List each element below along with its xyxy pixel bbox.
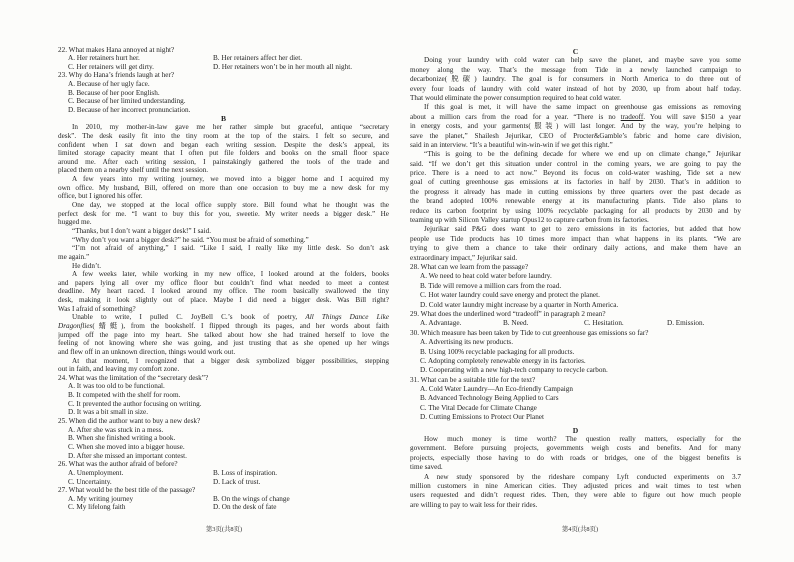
option-31-B: B. Advanced Technology Being Applied to Cars <box>420 394 559 403</box>
option-31-D: D. Cutting Emissions to Protect Our Planet <box>420 413 544 422</box>
question-text: What can be a suitable title for the text? <box>420 375 536 384</box>
option-row <box>58 400 389 409</box>
option-26-C: C. Uncertainty. <box>68 477 112 486</box>
left-column <box>58 46 389 513</box>
question-text: What would be the best title of the passage? <box>68 486 196 495</box>
paragraph <box>410 103 741 150</box>
text-line: A few weeks later, while working in my new office, I looked around at the folders, books <box>72 270 389 279</box>
option-row <box>410 338 741 347</box>
text-line: said. “If we don’t get this situation under control in the coming years, we are going to pay the <box>410 159 741 168</box>
option-row <box>410 291 741 300</box>
text-line: jumped off the page into my heart. She talked about how she had trained herself to love the <box>58 330 389 339</box>
option-28-D: D. Cold water laundry might increase by a quarter in North America. <box>420 300 619 309</box>
option-row <box>410 357 741 366</box>
option-row <box>58 495 389 504</box>
option-29-C: C. Hesitation. <box>584 319 624 328</box>
option-23-D: D. Because of her incorrect pronunciation. <box>68 105 191 114</box>
text-line: confident when I sat down and began each writing session. Despite the desk’s appeal, its <box>58 140 389 149</box>
page-number-right: 第4页(共8页) <box>561 526 599 533</box>
option-23-B: B. Because of her poor English. <box>68 88 160 97</box>
paragraph <box>58 227 389 236</box>
question-number: 29. <box>410 309 419 318</box>
option-row <box>58 478 389 487</box>
option-row <box>58 80 389 89</box>
text-line: “This is going to be the defining decade for where we end up on climate change,” Jejurikar <box>424 150 741 159</box>
text-line: A new study sponsored by the rideshare company Lyft conducted experiments on 3.7 <box>424 472 741 481</box>
question-25-stem <box>58 417 389 426</box>
option-26-D: D. Lack of trust. <box>213 477 261 486</box>
text-line: save the planet,” Shailesh Jejurikar, CEO of Procter&Gamble’s fabric and home care division, <box>410 131 741 140</box>
question-29 <box>410 310 741 329</box>
option-29-A: A. Advantage. <box>420 319 462 328</box>
text-line: desk, making it look slightly out of place. Maybe I did need a bigger desk. Was Bill right? <box>58 296 389 305</box>
text-line: me again.” <box>58 252 90 261</box>
option-row <box>410 413 741 422</box>
text-segment: Unable to write, I pulled C. JoyBell C.’s book of poetry, <box>72 313 306 322</box>
question-text: When did the author want to buy a new desk? <box>68 417 201 426</box>
option-26-B: B. Loss of inspiration. <box>213 468 278 477</box>
text-line: “Thanks, but I don’t want a bigger desk!” I said. <box>72 226 211 235</box>
text-segment: about a million cars from the road for a year. “There is no <box>410 112 621 121</box>
option-22-B: B. Her retainers affect her diet. <box>213 54 303 63</box>
text-line: “Why don’t you want a bigger desk?” he said. “You must be afraid of something.” <box>72 235 309 244</box>
question-text: What was the author afraid of before? <box>68 460 178 469</box>
paragraph <box>410 435 741 473</box>
text-line: said in an interview. “It’s a beautiful win-win-win if we get this right.” <box>410 140 613 149</box>
text-line: the progress it already has made in cutting emissions by three quarters over the past decade as <box>410 187 741 196</box>
text-line: money along the way. That’s the message from Tide in a newly launched campaign to <box>410 65 741 74</box>
text-line: reduce its carbon footprint by using 100% recyclable packaging for all products by 2030 and by <box>410 206 741 215</box>
text-line: One day, we stopped at the local office supply store. Bill found what he thought was the <box>72 201 389 210</box>
paragraph <box>410 225 741 263</box>
question-number: 25. <box>58 417 67 426</box>
option-row <box>58 434 389 443</box>
paragraph <box>410 150 741 225</box>
text-line: Was I afraid of something? <box>58 304 136 313</box>
question-number: 24. <box>58 373 67 382</box>
option-23-A: A. Because of her ugly face. <box>68 80 150 89</box>
option-25-A: A. After she was stuck in a mess. <box>68 425 164 434</box>
text-line: users requested and didn’t request rides. Then, they were able to figure out how much people <box>410 491 741 500</box>
paragraph <box>58 270 389 313</box>
question-number: 22. <box>58 45 67 54</box>
question-number: 26. <box>58 460 67 469</box>
paragraph <box>58 201 389 227</box>
underlined-word: tradeoff <box>620 112 644 121</box>
question-text: What was the limitation of the “secretary desk”? <box>68 373 209 382</box>
option-row <box>58 63 389 72</box>
option-row <box>410 385 741 394</box>
question-text: What does the underlined word “tradeoff” in paragraph 2 mean? <box>420 309 606 318</box>
option-row <box>410 366 741 375</box>
option-row <box>58 443 389 452</box>
question-30-stem <box>410 329 741 338</box>
paragraph <box>410 473 741 511</box>
text-line: projects, especially those having to do with roads or bridges, one of the biggest benefits is <box>410 453 741 462</box>
paragraph <box>58 357 389 374</box>
option-row <box>58 89 389 98</box>
question-24-stem <box>58 374 389 383</box>
text-line <box>58 313 389 322</box>
option-25-C: C. When she moved into a bigger house. <box>68 442 185 451</box>
option-row <box>58 54 389 63</box>
text-line: time saved. <box>410 463 443 472</box>
question-text: What makes Hana annoyed at night? <box>68 45 175 54</box>
text-line: hugged me. <box>58 218 92 227</box>
question-number: 27. <box>58 486 67 495</box>
question-number: 23. <box>58 71 67 80</box>
text-line: are willing to pay to wait less for their rides. <box>410 500 538 509</box>
option-row <box>58 426 389 435</box>
text-line: A few years into my writing journey, we moved into a bigger home and I acquired my <box>72 175 389 184</box>
text-line: Jejurikar said P&G does want to get to zero emissions in its factories, but added that how <box>424 225 741 234</box>
option-row <box>410 394 741 403</box>
question-text: Why do Hana’s friends laugh at her? <box>68 71 175 80</box>
option-24-C: C. It prevented the author focusing on writing. <box>68 399 202 408</box>
option-22-C: C. Her retainers will get dirty. <box>68 62 154 71</box>
text-line: the brand adopted 100% renewable energy at its manufacturing plants. Tide also plans to <box>410 197 741 206</box>
question-28 <box>410 263 741 310</box>
section-heading-D: D <box>572 425 579 435</box>
paragraph <box>58 236 389 245</box>
text-line: price. There is a need to act now.” Beyond its focus on cold-water washing, Tide set a new <box>410 169 741 178</box>
text-line: He didn’t. <box>72 261 102 270</box>
option-30-B: B. Using 100% recyclable packaging for all products. <box>420 347 575 356</box>
text-line: decarbonize(脱碳) laundry. The goal is for consumers in North America to do three out of <box>410 75 741 84</box>
text-line: extraordinary impact,” Jejurikar said. <box>410 253 518 262</box>
text-line: goal of cutting greenhouse gas emissions at its factories in half by 2030. That’s in addition to <box>410 178 741 187</box>
text-line: around me. After each writing session, I painstakingly gathered the tools of the trade and <box>58 157 389 166</box>
text-line: and papers lying all over my office floor but couldn’t find what needed to meet a contest <box>58 278 389 287</box>
text-line: in energy costs, and your garments(服装) will last longer. And by the way, you’re helping to <box>410 122 741 131</box>
text-line: If this goal is met, it will have the same impact on greenhouse gas emissions as removing <box>424 103 741 112</box>
option-28-B: B. Tide will remove a million cars from the road. <box>420 281 562 290</box>
text-line: teaming up with Silicon Valley startup Opus12 to capture carbon from its factories. <box>410 216 649 225</box>
option-25-D: D. After she missed an important contest. <box>68 451 187 460</box>
text-line: perfect desk for me. “I want to buy this for you, sweetie. My writer needs a bigger desk.” He <box>58 209 389 218</box>
question-27-stem <box>58 486 389 495</box>
option-row <box>58 503 389 512</box>
option-24-A: A. It was too old to be functional. <box>68 382 165 391</box>
text-line: Doing your laundry with cold water can help save the planet, and maybe save you some <box>424 56 741 65</box>
option-30-D: D. Cooperating with a new high-tech company to recycle carbon. <box>420 366 608 375</box>
text-segment: (蜻蜓), from the bookshelf. I flipped through its pages, and her words about faith <box>92 322 389 330</box>
question-26-stem <box>58 460 389 469</box>
option-27-D: D. On the desk of fate <box>213 503 277 512</box>
option-row <box>58 452 389 461</box>
text-line: desk”. The desk easily fit into the tiny room at the top of the stairs. I felt so secure, and <box>58 131 389 140</box>
text-line <box>410 113 741 122</box>
paragraph <box>58 313 389 356</box>
text-line: deadline. My heart raced. I looked around my office. The room basically swallowed the tiny <box>58 287 389 296</box>
text-line: How much money is time worth? The question really matters, especially for the <box>424 435 741 444</box>
option-row <box>58 97 389 106</box>
text-line: “I’m not afraid of anything,” I said. “Like I said, I really like my little desk. So don’t ask <box>72 244 389 253</box>
option-row <box>410 319 741 328</box>
option-22-D: D. Her retainers won’t be in her mouth all night. <box>213 62 352 71</box>
question-26 <box>58 460 389 486</box>
text-segment: . You will save $150 a year <box>643 112 741 121</box>
option-31-A: A. Cold Water Laundry—An Eco-friendly Campaign <box>420 385 573 394</box>
paragraph <box>58 175 389 201</box>
option-row <box>410 272 741 281</box>
question-29-stem <box>410 310 741 319</box>
option-25-B: B. When she finished writing a book. <box>68 434 176 443</box>
text-line: trying to give them a chance to take their ordinary daily actions, and make them have an <box>410 244 741 253</box>
option-row <box>58 391 389 400</box>
option-24-D: D. It was a bit small in size. <box>68 408 149 417</box>
question-28-stem <box>410 263 741 272</box>
text-line: In 2010, my mother-in-law gave me her rather simple but graceful, antique “secretary <box>72 123 389 132</box>
question-number: 31. <box>410 375 419 384</box>
text-line <box>58 322 389 331</box>
text-line: out in faith, and leaving my comfort zone. <box>58 365 180 374</box>
question-23-stem <box>58 71 389 80</box>
text-line: That would eliminate the power consumption required to heat cold water. <box>410 93 621 102</box>
section-heading-C: C <box>572 47 579 56</box>
option-row <box>58 106 389 115</box>
question-27 <box>58 486 389 512</box>
option-28-A: A. We need to heat cold water before laundry. <box>420 272 552 281</box>
text-line: placed them on a nearby shelf until the next session. <box>58 166 209 175</box>
text-line: government. Before pursuing projects, governments weigh costs and benefits. And for many <box>410 444 741 453</box>
book-title: All Things Dance Like <box>305 313 389 322</box>
question-text: Which measure has been taken by Tide to cut greenhouse gas emissions so far? <box>420 328 649 337</box>
paragraph <box>410 56 741 103</box>
option-28-C: C. Hot water laundry could save energy and protect the planet. <box>420 291 600 300</box>
option-row <box>58 382 389 391</box>
option-26-A: A. Unemployment. <box>68 468 124 477</box>
section-heading-B: B <box>220 114 227 123</box>
question-22-stem <box>58 46 389 55</box>
text-line: and flew off in an unknown direction, things would work out. <box>58 347 236 356</box>
question-text: What can we learn from the passage? <box>420 262 529 271</box>
paragraph <box>58 262 389 271</box>
text-line: office, but I ignored his offer. <box>58 192 143 201</box>
option-30-A: A. Advertising its new products. <box>420 338 514 347</box>
option-24-B: B. It competed with the shelf for room. <box>68 391 181 400</box>
option-27-C: C. My lifelong faith <box>68 503 126 512</box>
text-line: feeling of not knowing where she was going, and just trusting that as she opened up her wings <box>58 339 389 348</box>
option-30-C: C. Adopting completely renewable energy in its factories. <box>420 356 586 365</box>
option-29-D: D. Emission. <box>667 319 705 328</box>
option-row <box>410 282 741 291</box>
option-row <box>58 408 389 417</box>
question-31 <box>410 376 741 423</box>
text-line: people use Tide products has 10 times more impact than what happens in its plants. “We are <box>410 234 741 243</box>
right-column <box>410 47 741 510</box>
text-line: own office. My husband, Bill, offered on more than one occasion to buy me a new desk for my <box>58 183 389 192</box>
option-27-A: A. My writing journey <box>68 494 134 503</box>
question-31-stem <box>410 376 741 385</box>
question-24 <box>58 374 389 417</box>
option-row <box>410 404 741 413</box>
question-30 <box>410 329 741 376</box>
paragraph <box>58 123 389 175</box>
page-number-left: 第3页(共8页) <box>205 526 243 533</box>
book-title: Dragonflies <box>58 322 93 330</box>
option-23-C: C. Because of her limited understanding. <box>68 97 186 106</box>
option-29-B: B. Need. <box>503 319 529 328</box>
question-number: 30. <box>410 328 419 337</box>
question-23 <box>58 71 389 114</box>
question-22 <box>58 46 389 72</box>
option-27-B: B. On the wings of change <box>213 494 290 503</box>
question-number: 28. <box>410 262 419 271</box>
text-line: every four loads of laundry with cold water instead of hot by 2030, up from about half today. <box>410 84 741 93</box>
option-22-A: A. Her retainers hurt her. <box>68 54 140 63</box>
text-line: At that moment, I recognized that a bigger desk symbolized bigger possibilities, stepping <box>72 356 389 365</box>
option-row <box>58 469 389 478</box>
option-31-C: C. The Vital Decade for Climate Change <box>420 403 537 412</box>
text-line: limited storage capacity meant that I often put file folders and books on the small floor space <box>58 149 389 158</box>
question-25 <box>58 417 389 460</box>
text-line: million customers in nine American cities. They adjusted prices and wait times to test when <box>410 481 741 490</box>
paragraph <box>58 244 389 261</box>
option-row <box>410 348 741 357</box>
option-row <box>410 301 741 310</box>
